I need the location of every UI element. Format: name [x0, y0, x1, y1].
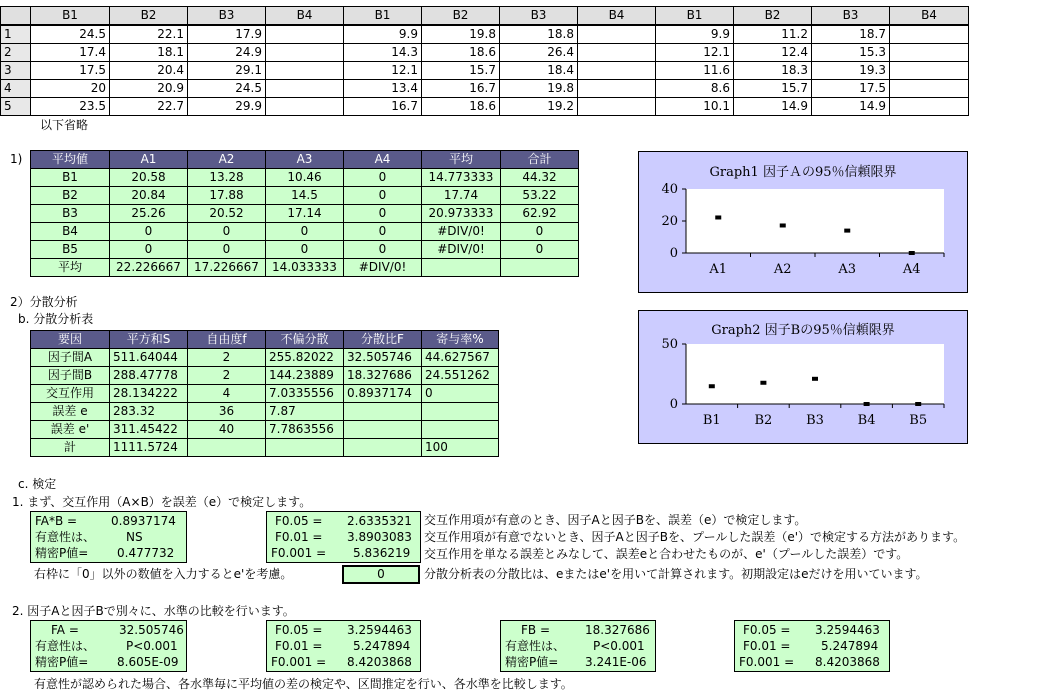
means-cell[interactable]: 17.88 [188, 187, 266, 205]
footer-note: 有意性が認められた場合、各水準毎に平均値の差の検定や、区間推定を行い、各水準を比較します。 [34, 677, 573, 691]
data-cell[interactable]: 29.1 [188, 62, 266, 80]
anova-row [31, 421, 499, 439]
anova-row [31, 385, 499, 403]
plot-area [686, 189, 944, 253]
row-number[interactable]: 4 [1, 80, 31, 98]
section2-subtitle: b. 分散分析表 [18, 312, 94, 326]
data-point [812, 377, 818, 381]
x-tick-label: B1 [702, 413, 721, 428]
factor-a-f-box [30, 620, 187, 672]
means-cell[interactable]: 0 [110, 241, 188, 259]
section2-title: 2）分散分析 [10, 295, 78, 309]
means-cell[interactable]: 0 [188, 223, 266, 241]
data-cell[interactable]: 14.9 [812, 98, 890, 116]
means-cell[interactable]: 62.92 [501, 205, 579, 223]
means-cell[interactable]: 0 [266, 241, 344, 259]
means-cell[interactable]: 0 [266, 223, 344, 241]
graph1-chart [639, 152, 969, 294]
anova-cell[interactable]: 288.47778 [110, 367, 188, 385]
anova-cell[interactable]: 1111.5724 [110, 439, 188, 457]
data-cell[interactable]: 12.1 [344, 62, 422, 80]
anova-cell[interactable]: 7.87 [266, 403, 344, 421]
data-cell[interactable]: 18.6 [422, 44, 500, 62]
data-cell[interactable]: 15.7 [734, 80, 812, 98]
anova-cell[interactable]: 144.23889 [266, 367, 344, 385]
col-header[interactable]: B2 [422, 7, 500, 25]
col-header[interactable]: B4 [578, 7, 656, 25]
significance-label: 有意性は、 [505, 639, 566, 653]
data-cell[interactable]: 18.1 [110, 44, 188, 62]
data-point [909, 251, 915, 255]
means-header-cell[interactable]: A2 [188, 151, 266, 169]
x-tick-label: B3 [806, 413, 824, 428]
f0001-value: 8.4203868 [347, 655, 412, 669]
data-cell[interactable]: 20.4 [110, 62, 188, 80]
data-point [915, 402, 921, 406]
anova-cell[interactable]: 255.82022 [266, 349, 344, 367]
data-cell[interactable]: 20 [31, 80, 110, 98]
anova-header-cell[interactable]: 分散比F [344, 331, 422, 349]
means-cell[interactable]: #DIV/0! [422, 223, 501, 241]
col-header[interactable]: B4 [266, 7, 344, 25]
test-title: c. 検定 [18, 477, 57, 491]
data-cell[interactable]: 24.9 [188, 44, 266, 62]
col-header[interactable]: B1 [656, 7, 734, 25]
means-header-row [31, 151, 579, 169]
raw-data-row [1, 26, 969, 44]
x-tick-label: B4 [857, 413, 876, 428]
means-cell[interactable]: 10.46 [266, 169, 344, 187]
f001-label: F0.01 = [275, 639, 323, 653]
data-cell[interactable]: 19.3 [812, 62, 890, 80]
data-cell[interactable]: 11.6 [656, 62, 734, 80]
fa-value: 32.505746 [119, 623, 184, 637]
section1-label: 1) [10, 152, 23, 166]
anova-cell[interactable]: 283.32 [110, 403, 188, 421]
data-cell[interactable]: 17.4 [31, 44, 110, 62]
anova-cell[interactable]: 36 [188, 403, 266, 421]
p-label: 精密P値= [35, 546, 89, 560]
data-cell[interactable]: 18.7 [812, 26, 890, 44]
p-label: 精密P値= [35, 655, 89, 669]
means-header-cell[interactable]: 平均 [422, 151, 501, 169]
data-cell[interactable]: 18.4 [500, 62, 578, 80]
data-cell[interactable]: 22.7 [110, 98, 188, 116]
anova-cell[interactable] [344, 403, 422, 421]
y-tick-label: 20 [661, 214, 678, 229]
anova-cell[interactable] [344, 421, 422, 439]
means-row [31, 169, 579, 187]
f-label: FA*B = [35, 514, 78, 528]
col-header[interactable]: B3 [500, 7, 578, 25]
means-cell[interactable]: 44.32 [501, 169, 579, 187]
pool-error-input[interactable]: 0 [342, 565, 420, 584]
means-row [31, 241, 579, 259]
anova-row [31, 367, 499, 385]
means-row-label[interactable]: 平均 [31, 259, 110, 277]
data-cell[interactable]: 14.3 [344, 44, 422, 62]
note-1: 交互作用項が有意のとき、因子Aと因子Bを、誤差（e）で検定します。 [424, 513, 807, 527]
anova-cell[interactable]: 511.64044 [110, 349, 188, 367]
significance-label: 有意性は、 [35, 639, 96, 653]
significance-value: NS [126, 530, 143, 544]
means-header-cell[interactable]: A1 [110, 151, 188, 169]
data-cell[interactable]: 29.9 [188, 98, 266, 116]
corner-cell[interactable] [1, 7, 31, 25]
means-cell[interactable]: 17.226667 [188, 259, 266, 277]
col-header[interactable]: B1 [31, 7, 110, 25]
means-cell[interactable]: 20.58 [110, 169, 188, 187]
note-4: 分散分析表の分散比は、eまたはe'を用いて計算されます。初期設定はeだけを用いています。 [424, 567, 928, 581]
anova-row-label[interactable]: 誤差 e' [31, 421, 110, 439]
anova-header-row [31, 331, 499, 349]
means-row [31, 187, 579, 205]
means-cell[interactable]: 20.973333 [422, 205, 501, 223]
data-cell[interactable]: 18.6 [422, 98, 500, 116]
data-cell[interactable] [578, 26, 656, 44]
plot-area [686, 344, 944, 404]
data-cell[interactable]: 18.3 [734, 62, 812, 80]
means-row-label[interactable]: B2 [31, 187, 110, 205]
col-header[interactable]: B4 [890, 7, 969, 25]
means-row-label[interactable]: B5 [31, 241, 110, 259]
graph2-title: Graph2 因子Bの95％信頼限界 [711, 323, 895, 338]
f005-label: F0.05 = [743, 623, 791, 637]
data-cell[interactable] [266, 26, 344, 44]
data-cell[interactable]: 17.9 [188, 26, 266, 44]
note-3: 交互作用を単なる誤差とみなして、誤差eと合わせたものが、e'（プールした誤差）です。 [424, 547, 909, 561]
anova-header-cell[interactable]: 要因 [31, 331, 110, 349]
col-header[interactable]: B3 [812, 7, 890, 25]
data-cell[interactable]: 10.1 [656, 98, 734, 116]
anova-cell[interactable]: 28.134222 [110, 385, 188, 403]
factor-a-critical-box [266, 620, 421, 672]
means-cell[interactable]: 53.22 [501, 187, 579, 205]
means-cell[interactable]: 17.74 [422, 187, 501, 205]
data-point [780, 223, 786, 227]
fb-label: FB = [521, 623, 551, 637]
row-number[interactable]: 5 [1, 98, 31, 116]
means-header-cell[interactable]: 合計 [501, 151, 579, 169]
data-cell[interactable] [890, 98, 969, 116]
significance-label: 有意性は、 [35, 530, 96, 544]
means-cell[interactable] [422, 259, 501, 277]
significance-value: P<0.001 [593, 639, 645, 653]
data-cell[interactable] [578, 62, 656, 80]
y-tick-label: 0 [669, 246, 678, 261]
data-point [844, 229, 850, 233]
data-point [715, 215, 721, 219]
f001-label: F0.01 = [743, 639, 791, 653]
row-number[interactable]: 1 [1, 26, 31, 44]
means-cell[interactable]: 0 [344, 223, 422, 241]
data-cell[interactable] [266, 80, 344, 98]
means-cell[interactable]: 14.773333 [422, 169, 501, 187]
means-cell[interactable]: 20.52 [188, 205, 266, 223]
anova-row-label[interactable]: 計 [31, 439, 110, 457]
p-value: 0.477732 [117, 546, 175, 560]
data-cell[interactable]: 9.9 [344, 26, 422, 44]
raw-data-body [0, 25, 969, 116]
anova-cell[interactable]: 311.45422 [110, 421, 188, 439]
means-cell[interactable] [501, 259, 579, 277]
f0001-value: 5.836219 [353, 546, 411, 560]
anova-row-label[interactable]: 因子間B [31, 367, 110, 385]
data-cell[interactable]: 19.8 [422, 26, 500, 44]
f001-label: F0.01 = [275, 530, 323, 544]
anova-cell[interactable] [422, 421, 499, 439]
data-cell[interactable]: 22.1 [110, 26, 188, 44]
data-cell[interactable] [578, 44, 656, 62]
col-header[interactable]: B1 [344, 7, 422, 25]
data-cell[interactable]: 8.6 [656, 80, 734, 98]
anova-header-cell[interactable]: 不偏分散 [266, 331, 344, 349]
data-cell[interactable]: 16.7 [344, 98, 422, 116]
f005-value: 3.2594463 [347, 623, 412, 637]
means-cell[interactable]: 25.26 [110, 205, 188, 223]
anova-row-label[interactable]: 誤差 e [31, 403, 110, 421]
raw-data-row [1, 80, 969, 98]
means-row-label[interactable]: B1 [31, 169, 110, 187]
raw-data-row [1, 62, 969, 80]
data-cell[interactable] [890, 62, 969, 80]
fb-value: 18.327686 [585, 623, 650, 637]
anova-cell[interactable]: 44.627567 [422, 349, 499, 367]
data-cell[interactable] [890, 44, 969, 62]
pool-input-label: 右枠に「0」以外の数値を入力するとe'を考慮。 [34, 567, 293, 581]
data-cell[interactable]: 13.4 [344, 80, 422, 98]
anova-header-cell[interactable]: 寄与率% [422, 331, 499, 349]
y-tick-label: 40 [661, 182, 678, 197]
data-cell[interactable]: 17.5 [812, 80, 890, 98]
means-cell[interactable]: 0 [344, 169, 422, 187]
f005-value: 2.6335321 [347, 514, 412, 528]
row-number[interactable]: 3 [1, 62, 31, 80]
f001-value: 3.8903083 [347, 530, 412, 544]
anova-cell[interactable]: 2 [188, 367, 266, 385]
f001-value: 5.247894 [821, 639, 879, 653]
means-cell[interactable]: 0 [344, 241, 422, 259]
anova-cell[interactable]: 7.7863556 [266, 421, 344, 439]
raw-data-row [1, 98, 969, 116]
p-value: 8.605E-09 [117, 655, 179, 669]
anova-cell[interactable]: 4 [188, 385, 266, 403]
p-label: 精密P値= [505, 655, 559, 669]
col-header[interactable]: B2 [110, 7, 188, 25]
data-cell[interactable]: 15.3 [812, 44, 890, 62]
step2-text: 2. 因子Aと因子Bで別々に、水準の比較を行います。 [12, 604, 295, 618]
x-tick-label: A2 [773, 262, 792, 277]
data-cell[interactable]: 19.8 [500, 80, 578, 98]
data-cell[interactable]: 11.2 [734, 26, 812, 44]
anova-cell[interactable]: 40 [188, 421, 266, 439]
y-tick-label: 50 [661, 337, 678, 352]
means-cell[interactable]: 0 [501, 223, 579, 241]
step1-text: 1. まず、交互作用（A×B）を誤差（e）で検定します。 [12, 495, 312, 509]
f-value: 0.8937174 [111, 514, 176, 528]
means-cell[interactable]: 0 [344, 187, 422, 205]
f0001-label: F0.001 = [271, 546, 327, 560]
anova-cell[interactable]: 0.8937174 [344, 385, 422, 403]
anova-cell[interactable] [344, 439, 422, 457]
means-header-cell[interactable]: A3 [266, 151, 344, 169]
raw-data-row [1, 44, 969, 62]
anova-cell[interactable] [422, 403, 499, 421]
anova-row [31, 403, 499, 421]
means-header-cell[interactable]: A4 [344, 151, 422, 169]
data-point [864, 402, 870, 406]
interaction-critical-box [266, 511, 421, 563]
data-cell[interactable] [266, 98, 344, 116]
fa-label: FA = [51, 623, 79, 637]
data-cell[interactable]: 24.5 [188, 80, 266, 98]
data-cell[interactable]: 17.5 [31, 62, 110, 80]
f001-value: 5.247894 [353, 639, 411, 653]
significance-value: P<0.001 [126, 639, 178, 653]
col-header[interactable]: B2 [734, 7, 812, 25]
f005-value: 3.2594463 [815, 623, 880, 637]
col-header[interactable]: B3 [188, 7, 266, 25]
means-row [31, 259, 579, 277]
omitted-note: 以下省略 [40, 118, 89, 132]
data-cell[interactable]: 12.1 [656, 44, 734, 62]
means-cell[interactable]: 14.5 [266, 187, 344, 205]
means-cell[interactable]: 20.84 [110, 187, 188, 205]
data-cell[interactable]: 16.7 [422, 80, 500, 98]
data-cell[interactable]: 24.5 [31, 26, 110, 44]
data-point [760, 381, 766, 385]
means-row [31, 205, 579, 223]
means-cell[interactable]: 13.28 [188, 169, 266, 187]
means-table [30, 150, 579, 277]
data-cell[interactable]: 23.5 [31, 98, 110, 116]
x-tick-label: A1 [709, 262, 728, 277]
f0001-value: 8.4203868 [815, 655, 880, 669]
means-header-cell[interactable]: 平均値 [31, 151, 110, 169]
f0001-label: F0.001 = [739, 655, 795, 669]
anova-cell[interactable]: 100 [422, 439, 499, 457]
data-cell[interactable]: 12.4 [734, 44, 812, 62]
raw-data-table [0, 6, 969, 25]
anova-cell[interactable]: 2 [188, 349, 266, 367]
anova-header-cell[interactable]: 自由度f [188, 331, 266, 349]
x-tick-label: A3 [838, 262, 857, 277]
row-number[interactable]: 2 [1, 44, 31, 62]
factor-b-f-box [500, 620, 656, 672]
data-cell[interactable]: 18.8 [500, 26, 578, 44]
x-tick-label: B5 [909, 413, 928, 428]
means-cell[interactable]: 0 [188, 241, 266, 259]
anova-header-cell[interactable]: 平方和S [110, 331, 188, 349]
raw-header-row [1, 7, 969, 25]
interaction-f-box [30, 511, 187, 563]
means-cell[interactable]: 17.14 [266, 205, 344, 223]
data-cell[interactable] [578, 80, 656, 98]
anova-cell[interactable] [188, 439, 266, 457]
anova-cell[interactable]: 32.505746 [344, 349, 422, 367]
graph2-chart [639, 311, 969, 445]
note-2: 交互作用項が有意でないとき、因子Aと因子Bを、プールした誤差（e'）で検定する方法があります。 [424, 530, 966, 544]
means-cell[interactable]: 0 [110, 223, 188, 241]
anova-cell[interactable]: 24.551262 [422, 367, 499, 385]
data-cell[interactable]: 15.7 [422, 62, 500, 80]
x-tick-label: A4 [902, 262, 921, 277]
means-row [31, 223, 579, 241]
means-cell[interactable]: #DIV/0! [422, 241, 501, 259]
data-cell[interactable] [578, 98, 656, 116]
f005-label: F0.05 = [275, 623, 323, 637]
graph1-panel[interactable] [638, 151, 968, 293]
data-cell[interactable]: 9.9 [656, 26, 734, 44]
means-cell[interactable]: 22.226667 [110, 259, 188, 277]
anova-row [31, 349, 499, 367]
graph1-title: Graph1 因子Ａの95％信頼限界 [709, 165, 897, 180]
data-cell[interactable]: 14.9 [734, 98, 812, 116]
factor-b-critical-box [734, 620, 890, 672]
anova-cell[interactable]: 18.327686 [344, 367, 422, 385]
anova-cell[interactable]: 0 [422, 385, 499, 403]
f005-label: F0.05 = [275, 514, 323, 528]
data-cell[interactable]: 19.2 [500, 98, 578, 116]
y-tick-label: 0 [669, 397, 678, 412]
p-value: 3.241E-06 [585, 655, 647, 669]
data-cell[interactable] [266, 62, 344, 80]
data-cell[interactable]: 26.4 [500, 44, 578, 62]
data-cell[interactable] [890, 80, 969, 98]
means-row-label[interactable]: B3 [31, 205, 110, 223]
data-point [709, 384, 715, 388]
anova-row-label[interactable]: 因子間A [31, 349, 110, 367]
means-cell[interactable]: 14.033333 [266, 259, 344, 277]
anova-row [31, 439, 499, 457]
anova-cell[interactable]: 7.0335556 [266, 385, 344, 403]
means-row-label[interactable]: B4 [31, 223, 110, 241]
f0001-label: F0.001 = [271, 655, 327, 669]
data-cell[interactable]: 20.9 [110, 80, 188, 98]
graph2-panel[interactable] [638, 310, 968, 444]
anova-table [30, 330, 499, 457]
anova-cell[interactable] [266, 439, 344, 457]
means-cell[interactable]: 0 [501, 241, 579, 259]
means-cell[interactable]: 0 [344, 205, 422, 223]
means-cell[interactable]: #DIV/0! [344, 259, 422, 277]
data-cell[interactable] [266, 44, 344, 62]
x-tick-label: B2 [754, 413, 773, 428]
anova-row-label[interactable]: 交互作用 [31, 385, 110, 403]
data-cell[interactable] [890, 26, 969, 44]
